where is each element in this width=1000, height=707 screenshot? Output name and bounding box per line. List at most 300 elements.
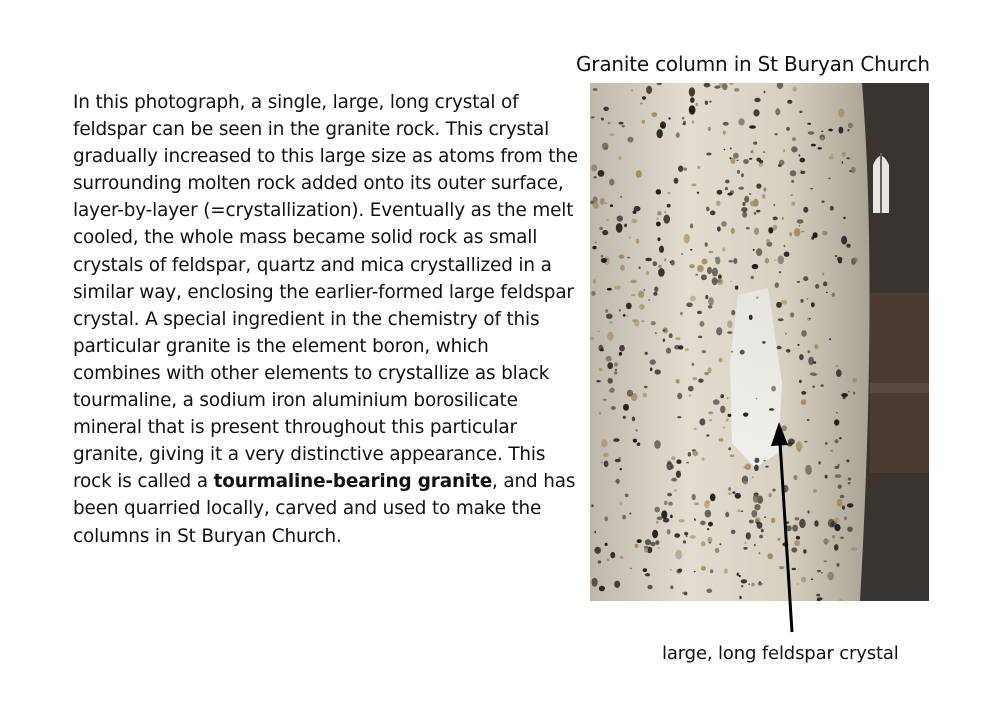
mineral-grain (681, 253, 683, 255)
mineral-grain (731, 351, 733, 353)
mineral-grain (773, 225, 777, 231)
mineral-grain (716, 201, 721, 206)
mineral-grain (717, 190, 723, 195)
mineral-grain (647, 585, 652, 589)
mineral-grain (630, 568, 632, 569)
mineral-grain (708, 297, 714, 305)
mineral-grain (689, 264, 694, 268)
mineral-grain (782, 217, 784, 220)
mineral-grain (667, 204, 671, 208)
mineral-grain (778, 256, 784, 265)
mineral-grain (652, 530, 658, 538)
mineral-grain (686, 303, 693, 308)
mineral-grain (639, 304, 644, 310)
mineral-grain (619, 352, 622, 356)
mineral-grain (654, 286, 658, 292)
mineral-grain (604, 516, 608, 521)
mineral-grain (813, 232, 818, 238)
mineral-grain (809, 318, 811, 319)
mineral-grain (601, 255, 603, 258)
mineral-grain (701, 566, 706, 571)
mineral-grain (646, 271, 649, 275)
mineral-grain (754, 212, 757, 215)
mineral-grain (831, 153, 833, 156)
mineral-grain (803, 276, 808, 281)
mineral-grain (801, 391, 806, 395)
mineral-grain (633, 439, 637, 443)
mineral-grain (799, 154, 801, 156)
mineral-grain (731, 310, 735, 315)
mineral-grain (642, 120, 645, 124)
mineral-grain (592, 246, 596, 249)
mineral-grain (657, 129, 663, 138)
mineral-grain (657, 516, 663, 520)
mineral-grain (591, 116, 595, 118)
mineral-grain (592, 578, 598, 587)
mineral-grain (611, 406, 616, 410)
mineral-grain (603, 453, 608, 458)
mineral-grain (746, 227, 750, 230)
mineral-grain (732, 491, 735, 494)
mineral-grain (627, 390, 633, 397)
mineral-grain (594, 531, 596, 533)
mineral-grain (601, 118, 604, 121)
mineral-grain (715, 257, 720, 265)
mineral-grain (666, 348, 671, 354)
mineral-grain (741, 207, 747, 212)
mineral-grain (670, 515, 673, 519)
mineral-grain (622, 515, 626, 520)
mineral-grain (797, 219, 804, 223)
mineral-grain (778, 318, 784, 321)
mineral-grain (662, 330, 665, 332)
mineral-grain (750, 201, 757, 207)
mineral-grain (799, 111, 802, 114)
mineral-grain (684, 592, 688, 596)
mineral-grain (705, 510, 712, 518)
mineral-grain (720, 394, 724, 398)
mineral-grain (723, 122, 729, 126)
mineral-grain (842, 397, 845, 399)
mineral-grain (794, 228, 801, 237)
mineral-grain (710, 494, 716, 502)
mineral-grain (599, 227, 602, 231)
mineral-grain (728, 493, 732, 495)
mineral-grain (785, 333, 787, 335)
bold-term: tourmaline-bearing granite (213, 471, 493, 493)
mineral-grain (763, 151, 765, 153)
mineral-grain (610, 204, 613, 207)
mineral-grain (692, 377, 697, 380)
mineral-grain (695, 274, 698, 276)
mineral-grain (842, 161, 844, 163)
mineral-grain (661, 510, 667, 519)
mineral-grain (623, 314, 626, 317)
mineral-grain (663, 339, 665, 342)
mineral-grain (708, 305, 713, 309)
mineral-grain (824, 538, 829, 544)
mineral-grain (786, 349, 791, 353)
photo-title: Granite column in St Buryan Church (576, 52, 930, 76)
mineral-grain (614, 286, 620, 290)
mineral-grain (643, 289, 645, 291)
mineral-grain (643, 393, 648, 398)
mineral-grain (637, 442, 641, 446)
mineral-grain (686, 535, 688, 537)
mineral-grain (852, 378, 857, 383)
mineral-grain (700, 521, 706, 526)
mineral-grain (685, 348, 689, 351)
mineral-grain (790, 170, 797, 176)
mineral-grain (652, 112, 658, 117)
mineral-grain (676, 471, 681, 478)
mineral-grain (717, 278, 724, 285)
mineral-grain (705, 295, 708, 299)
mineral-grain (807, 123, 811, 125)
mineral-grain (742, 202, 745, 206)
mineral-grain (734, 88, 740, 92)
mineral-grain (606, 356, 612, 362)
mineral-grain (654, 440, 661, 449)
mineral-grain (737, 573, 739, 576)
mineral-grain (610, 552, 615, 558)
mineral-grain (712, 277, 718, 285)
mineral-grain (728, 447, 731, 450)
mineral-grain (697, 192, 699, 194)
mineral-grain (743, 413, 748, 417)
mineral-grain (597, 331, 600, 333)
mineral-grain (676, 132, 680, 137)
mineral-grain (606, 219, 609, 221)
mineral-grain (600, 198, 605, 205)
mineral-grain (614, 371, 617, 375)
mineral-grain (789, 232, 792, 236)
mineral-grain (638, 291, 644, 298)
mineral-grain (843, 217, 846, 219)
mineral-grain (702, 259, 708, 265)
outro-text: , and has been quarried locally, carved and used to make the columns in St Buryan Church. (73, 471, 576, 547)
mineral-grain (684, 234, 690, 244)
mineral-grain (818, 147, 822, 149)
mineral-grain (799, 380, 802, 383)
mineral-grain (790, 194, 793, 196)
mineral-grain (699, 418, 705, 425)
mineral-grain (669, 333, 673, 338)
mineral-grain (786, 127, 790, 131)
mineral-grain (822, 231, 827, 236)
mineral-grain (719, 438, 724, 442)
mineral-grain (635, 544, 639, 548)
mineral-grain (622, 125, 625, 127)
mineral-grain (668, 502, 673, 506)
mineral-grain (751, 276, 754, 279)
mineral-grain (653, 261, 657, 266)
mineral-grain (756, 248, 762, 256)
mineral-grain (655, 369, 661, 374)
mineral-grain (615, 369, 617, 371)
mineral-grain (841, 393, 848, 397)
mineral-grain (705, 242, 708, 246)
mineral-grain (730, 190, 734, 194)
mineral-grain (697, 166, 700, 169)
mineral-grain (822, 273, 824, 276)
mineral-grain (675, 550, 682, 560)
mineral-grain (839, 437, 842, 439)
mineral-grain (808, 350, 810, 353)
mineral-grain (838, 484, 842, 488)
mineral-grain (674, 533, 680, 538)
mineral-grain (752, 264, 759, 269)
mineral-grain (766, 239, 770, 243)
mineral-grain (725, 180, 730, 184)
mineral-grain (706, 589, 712, 593)
mineral-grain (835, 474, 842, 478)
mineral-grain (602, 143, 608, 150)
mineral-grain (834, 439, 838, 443)
pointer-arrow (740, 420, 820, 635)
mineral-grain (722, 247, 725, 251)
mineral-grain (791, 146, 797, 152)
mineral-grain (811, 302, 815, 307)
mineral-grain (730, 281, 732, 282)
mineral-grain (790, 312, 794, 317)
mineral-grain (689, 105, 696, 114)
mineral-grain (828, 572, 834, 581)
mineral-grain (848, 391, 851, 393)
mineral-grain (763, 188, 766, 192)
mineral-grain (593, 88, 598, 91)
mineral-grain (646, 86, 652, 94)
mineral-grain (692, 451, 698, 457)
mineral-grain (844, 516, 847, 520)
mineral-grain (650, 359, 656, 364)
mineral-grain (657, 237, 660, 241)
mineral-grain (719, 543, 721, 545)
mineral-grain (709, 419, 712, 421)
mineral-grain (670, 260, 674, 266)
mineral-grain (800, 299, 803, 303)
mineral-grain (667, 493, 672, 497)
mineral-grain (828, 129, 832, 132)
mineral-grain (787, 100, 792, 104)
mineral-grain (640, 102, 643, 104)
mineral-grain (709, 101, 711, 103)
mineral-grain (604, 461, 609, 468)
mineral-grain (690, 535, 696, 538)
mineral-grain (598, 560, 602, 563)
mineral-grain (684, 168, 687, 171)
mineral-grain (598, 345, 603, 351)
mineral-grain (689, 87, 695, 96)
mineral-grain (784, 252, 790, 257)
mineral-grain (651, 321, 656, 325)
mineral-grain (729, 260, 734, 262)
mineral-grain (701, 274, 707, 280)
mineral-grain (846, 244, 850, 248)
mineral-grain (656, 189, 661, 195)
mineral-grain (620, 265, 625, 271)
mineral-grain (630, 280, 636, 284)
mineral-grain (851, 167, 856, 173)
mineral-grain (666, 462, 672, 471)
mineral-grain (710, 211, 716, 216)
mineral-grain (834, 524, 840, 531)
mineral-grain (609, 179, 614, 186)
mineral-grain (644, 386, 648, 388)
mineral-grain (779, 271, 781, 273)
mineral-grain (791, 180, 794, 183)
mineral-grain (823, 282, 827, 287)
mineral-grain (824, 560, 827, 562)
mineral-grain (846, 459, 849, 462)
mineral-grain (830, 450, 833, 452)
mineral-grain (626, 315, 629, 317)
mineral-grain (721, 221, 727, 227)
mineral-grain (813, 386, 815, 388)
mineral-grain (601, 258, 607, 263)
mineral-grain (726, 418, 729, 422)
granite-column (590, 83, 870, 601)
mineral-grain (708, 411, 713, 414)
mineral-grain (749, 158, 752, 160)
mineral-grain (591, 504, 593, 507)
mineral-grain (821, 572, 823, 573)
mineral-grain (815, 284, 819, 289)
mineral-grain (730, 454, 735, 457)
mineral-grain (645, 573, 650, 576)
mineral-grain (756, 158, 761, 162)
mineral-grain (838, 108, 844, 117)
mineral-grain (808, 357, 814, 366)
mineral-grain (707, 528, 709, 530)
mineral-grain (762, 194, 765, 199)
mineral-grain (801, 231, 804, 233)
mineral-grain (607, 332, 613, 341)
mineral-grain (653, 292, 657, 296)
mineral-grain (648, 299, 650, 300)
mineral-grain (664, 211, 666, 213)
mineral-grain (636, 170, 642, 177)
mineral-grain (698, 336, 702, 339)
mineral-grain (841, 236, 847, 245)
mineral-grain (838, 464, 840, 467)
mineral-grain (606, 314, 613, 319)
mineral-grain (706, 434, 709, 436)
mineral-grain (642, 320, 645, 322)
mineral-grain (619, 255, 625, 259)
mineral-grain (808, 131, 815, 134)
mineral-grain (821, 131, 824, 133)
mineral-grain (762, 341, 765, 344)
mineral-grain (754, 98, 760, 102)
mineral-grain (639, 267, 641, 270)
mineral-grain (828, 178, 830, 180)
mineral-grain (814, 344, 818, 349)
mineral-grain (852, 257, 858, 262)
mineral-grain (618, 156, 622, 160)
mineral-grain (680, 312, 683, 316)
mineral-grain (769, 408, 774, 411)
mineral-grain (739, 118, 745, 125)
mineral-grain (635, 429, 637, 431)
mineral-grain (676, 337, 681, 340)
mineral-grain (615, 480, 620, 483)
mineral-grain (720, 406, 725, 414)
mineral-grain (756, 398, 758, 400)
mineral-grain (678, 166, 683, 172)
mineral-grain (737, 170, 740, 174)
mineral-grain (810, 188, 813, 190)
mineral-grain (650, 542, 655, 547)
mineral-grain (676, 379, 680, 384)
mineral-grain (645, 258, 652, 262)
mineral-grain (847, 527, 853, 532)
mineral-grain (842, 152, 846, 157)
mineral-grain (807, 318, 811, 321)
mineral-grain (623, 416, 626, 419)
mineral-grain (631, 294, 635, 296)
mineral-grain (610, 388, 615, 393)
mineral-grain (607, 288, 612, 291)
mineral-grain (616, 223, 623, 233)
mineral-grain (756, 184, 761, 189)
mineral-grain (702, 350, 706, 353)
mineral-grain (799, 354, 804, 360)
mineral-grain (702, 458, 705, 461)
mineral-grain (749, 125, 756, 129)
mineral-grain (842, 506, 845, 510)
mineral-grain (608, 122, 611, 124)
mineral-grain (704, 372, 709, 375)
mineral-grain (707, 267, 712, 274)
mineral-grain (731, 158, 736, 164)
mineral-grain (695, 103, 698, 107)
mineral-grain (603, 107, 609, 111)
mineral-grain (700, 321, 705, 327)
mineral-grain (837, 499, 843, 507)
mineral-grain (744, 196, 749, 203)
mineral-grain (723, 427, 726, 429)
mineral-grain (605, 543, 608, 546)
mineral-grain (708, 127, 711, 131)
mineral-grain (715, 548, 720, 553)
mineral-grain (664, 258, 667, 261)
mineral-grain (683, 121, 686, 124)
mineral-grain (626, 303, 632, 310)
mineral-grain (826, 292, 828, 293)
mineral-grain (642, 96, 646, 99)
mineral-grain (690, 249, 692, 251)
mineral-grain (692, 363, 695, 366)
mineral-grain (655, 540, 659, 545)
mineral-grain (756, 296, 758, 299)
mineral-grain (594, 547, 601, 554)
mineral-grain (602, 230, 608, 235)
mineral-grain (840, 495, 845, 499)
mineral-grain (607, 362, 613, 369)
mineral-grain (657, 211, 662, 215)
mineral-grain (779, 160, 785, 166)
mineral-grain (754, 228, 759, 235)
mineral-grain (629, 513, 631, 515)
mineral-grain (688, 452, 691, 457)
mineral-grain (593, 291, 595, 292)
mineral-grain (686, 462, 689, 464)
mineral-grain (689, 394, 691, 397)
mineral-grain (677, 393, 682, 399)
mineral-grain (608, 378, 613, 384)
mineral-grain (705, 101, 708, 105)
